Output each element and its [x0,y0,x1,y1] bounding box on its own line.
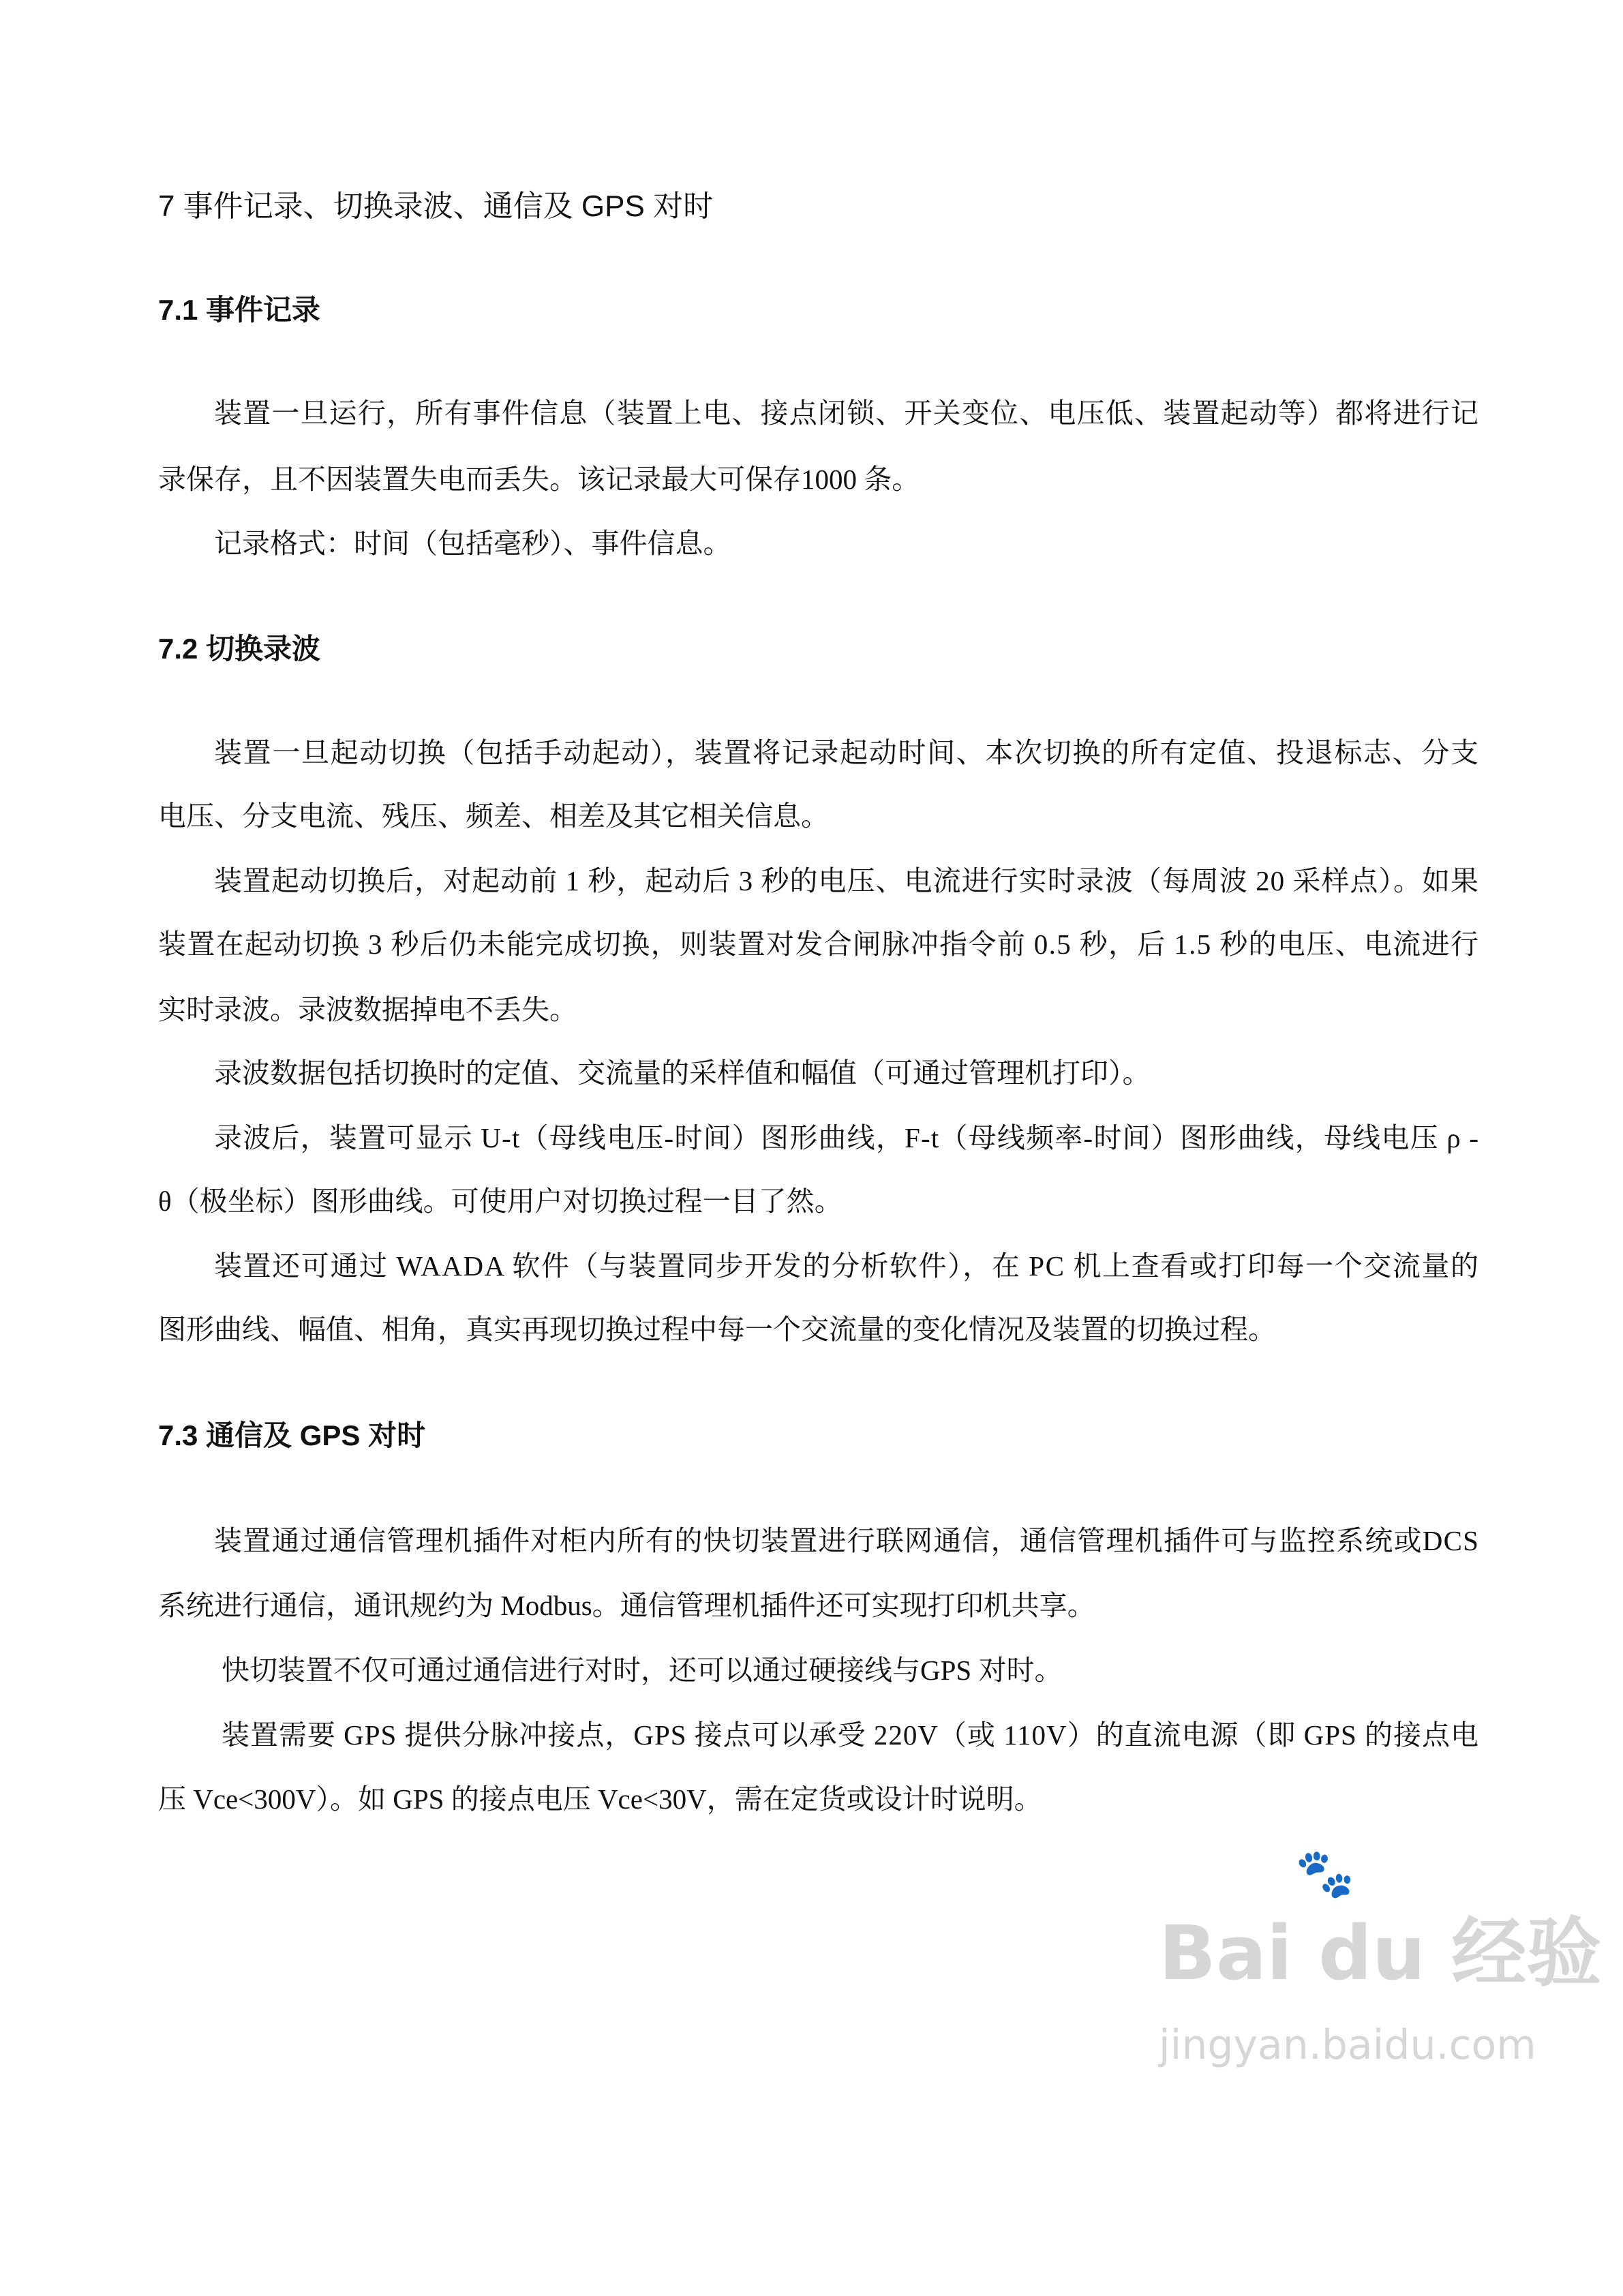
baidu-jingyan-watermark [1159,1848,1602,2120]
paragraph-line: 装置起动切换后，对起动前 1 秒，起动后 3 秒的电压、电流进行实时录波（每周波 20 采样点）。如果 [214,865,1480,896]
paragraph-line: 装置需要 GPS 提供分脉冲接点，GPS 接点可以承受 220V（或 110V）的直流电源（即 GPS 的接点电 [222,1719,1479,1751]
paragraph-line: 录波后，装置可显示 U-t（母线电压-时间）图形曲线，F-t（母线频率-时间）图形曲线，母线电压 ρ - [214,1122,1480,1153]
paragraph-line: 快切装置不仅可通过通信进行对时，还可以通过硬接线与GPS 对时。 [222,1655,1063,1686]
paragraph-line: 电压、分支电流、残压、频差、相差及其它相关信息。 [158,800,829,832]
paragraph-line: 图形曲线、幅值、相角，真实再现切换过程中每一个交流量的变化情况及装置的切换过程。 [158,1314,1276,1345]
paragraph-line: 录波数据包括切换时的定值、交流量的采样值和幅值（可通过管理机打印）。 [214,1057,1151,1089]
paragraph-line: 录保存，且不因装置失电而丢失。该记录最大可保存1000 条。 [158,464,920,495]
section-heading-7-1: 7.1 事件记录 [158,294,321,326]
paragraph-line: 压 Vce<300V）。如 GPS 的接点电压 Vce<30V，需在定货或设计时说明。 [158,1783,1042,1815]
paragraph-line: 记录格式：时间（包括毫秒）、事件信息。 [214,528,731,559]
section-heading-7-3: 7.3 通信及 GPS 对时 [158,1419,426,1451]
paragraph-line: 装置一旦运行，所有事件信息（装置上电、接点闭锁、开关变位、电压低、装置起动等）都将进行记 [214,397,1480,429]
section-heading-7-2: 7.2 切换录波 [158,633,321,665]
chapter-title: 7 事件记录、切换录波、通信及 GPS 对时 [158,190,714,223]
paragraph-line: 装置还可通过 WAADA 软件（与装置同步开发的分析软件），在 PC 机上查看或打印每一个交流量的 [214,1250,1480,1282]
paragraph-line: 装置一旦起动切换（包括手动起动），装置将记录起动时间、本次切换的所有定值、投退标志、分支 [214,737,1480,768]
paragraph-line: 实时录波。录波数据掉电不丢失。 [158,994,577,1025]
paw-icon: 🐾 [1295,1848,1355,1901]
paragraph-line: θ（极坐标）图形曲线。可使用户对切换过程一目了然。 [158,1185,843,1217]
paragraph-line: 系统进行通信，通讯规约为 Modbus。通信管理机插件还可实现打印机共享。 [158,1590,1095,1621]
paragraph-line: 装置通过通信管理机插件对柜内所有的快切装置进行联网通信，通信管理机插件可与监控系统或DCS [214,1525,1480,1556]
paragraph-line: 装置在起动切换 3 秒后仍未能完成切换，则装置对发合闸脉冲指令前 0.5 秒，后 1.5 秒的电压、电流进行 [158,928,1480,960]
watermark-logo: Bai du 经验 [1159,1909,1602,1997]
watermark-url: jingyan.baidu.com [1159,2021,1536,2069]
